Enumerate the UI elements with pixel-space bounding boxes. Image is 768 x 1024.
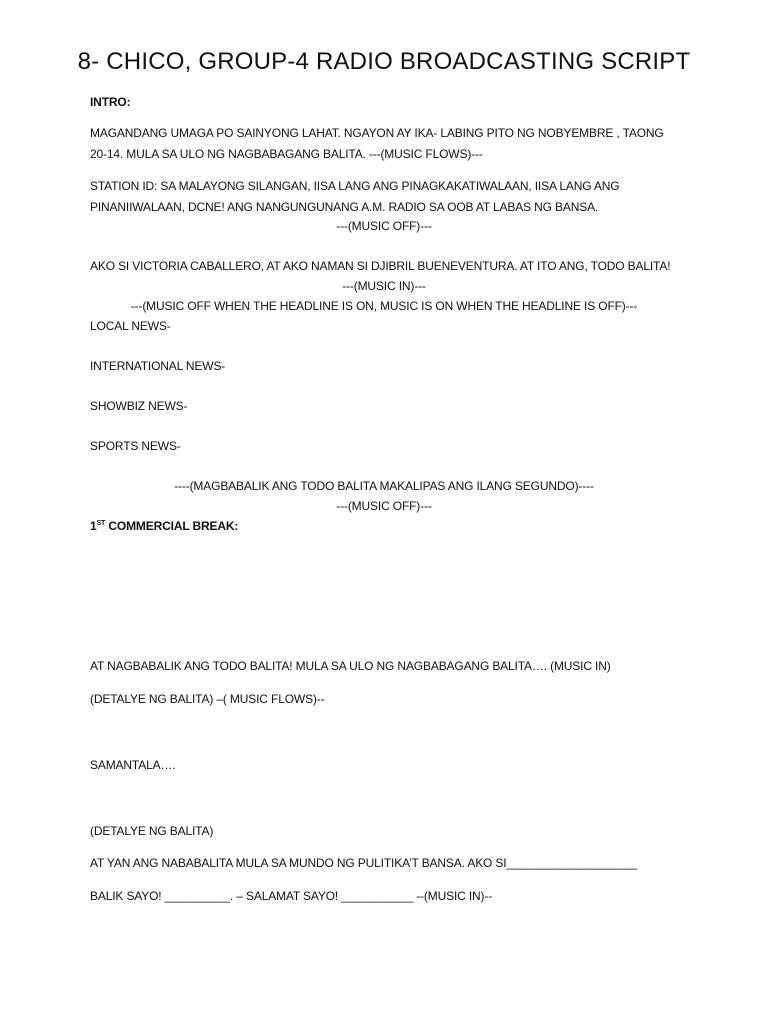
sports-news-heading: SPORTS NEWS- <box>90 439 181 453</box>
return-line: AT NAGBABALIK ANG TODO BALITA! MULA SA ULO NG NAGBABAGANG BALITA…. (MUSIC IN) <box>90 659 611 673</box>
commercial-number: 1 <box>90 519 97 533</box>
hosts-line: AKO SI VICTORIA CABALLERO, AT AKO NAMAN SI DJIBRIL BUENEVENTURA. AT ITO ANG, TODO BALITA! <box>90 259 671 273</box>
music-in-cue: ---(MUSIC IN)--- <box>342 279 426 293</box>
intro-line-2: 20-14. MULA SA ULO NG NAGBABAGANG BALITA. ---(MUSIC FLOWS)--- <box>90 147 483 161</box>
intro-line-1: MAGANDANG UMAGA PO SAINYONG LAHAT. NGAYON AY IKA- LABING PITO NG NOBYEMBRE , TAONG <box>90 126 664 140</box>
commercial-ordinal: ST <box>96 520 106 527</box>
international-news-heading: INTERNATIONAL NEWS- <box>90 359 226 373</box>
music-off-cue: ---(MUSIC OFF)--- <box>336 219 432 233</box>
detail-line-1: (DETALYE NG BALITA) –( MUSIC FLOWS)-- <box>90 692 325 706</box>
samantala-line: SAMANTALA…. <box>90 758 176 772</box>
showbiz-news-heading: SHOWBIZ NEWS- <box>90 399 188 413</box>
detail-line-2: (DETALYE NG BALITA) <box>90 824 214 838</box>
station-id-line-2: PINANIIWALAAN, DCNE! ANG NANGUNGUNANG A.M. RADIO SA OOB AT LABAS NG BANSA. <box>90 200 599 214</box>
document-title: 8- CHICO, GROUP-4 RADIO BROADCASTING SCRIPT <box>77 48 691 75</box>
music-off-cue-2: ---(MUSIC OFF)--- <box>336 499 432 513</box>
return-note-cue: ----(MAGBABALIK ANG TODO BALITA MAKALIPAS ANG ILANG SEGUNDO)---- <box>174 479 594 493</box>
balik-line: BALIK SAYO! __________. – SALAMAT SAYO! ___________ --(MUSIC IN)-- <box>90 889 493 903</box>
station-id-line-1: STATION ID: SA MALAYONG SILANGAN, IISA LANG ANG PINAGKAKATIWALAAN, IISA LANG ANG <box>90 179 620 193</box>
commercial-label: COMMERCIAL BREAK: <box>105 519 239 533</box>
closing-line: AT YAN ANG NABABALITA MULA SA MUNDO NG PULITIKA’T BANSA. AKO SI____________________ <box>90 856 637 870</box>
music-rule-cue: ---(MUSIC OFF WHEN THE HEADLINE IS ON, MUSIC IS ON WHEN THE HEADLINE IS OFF)--- <box>130 299 638 313</box>
commercial-break-heading <box>90 516 238 536</box>
intro-label: INTRO: <box>90 95 131 109</box>
local-news-heading: LOCAL NEWS- <box>90 319 171 333</box>
